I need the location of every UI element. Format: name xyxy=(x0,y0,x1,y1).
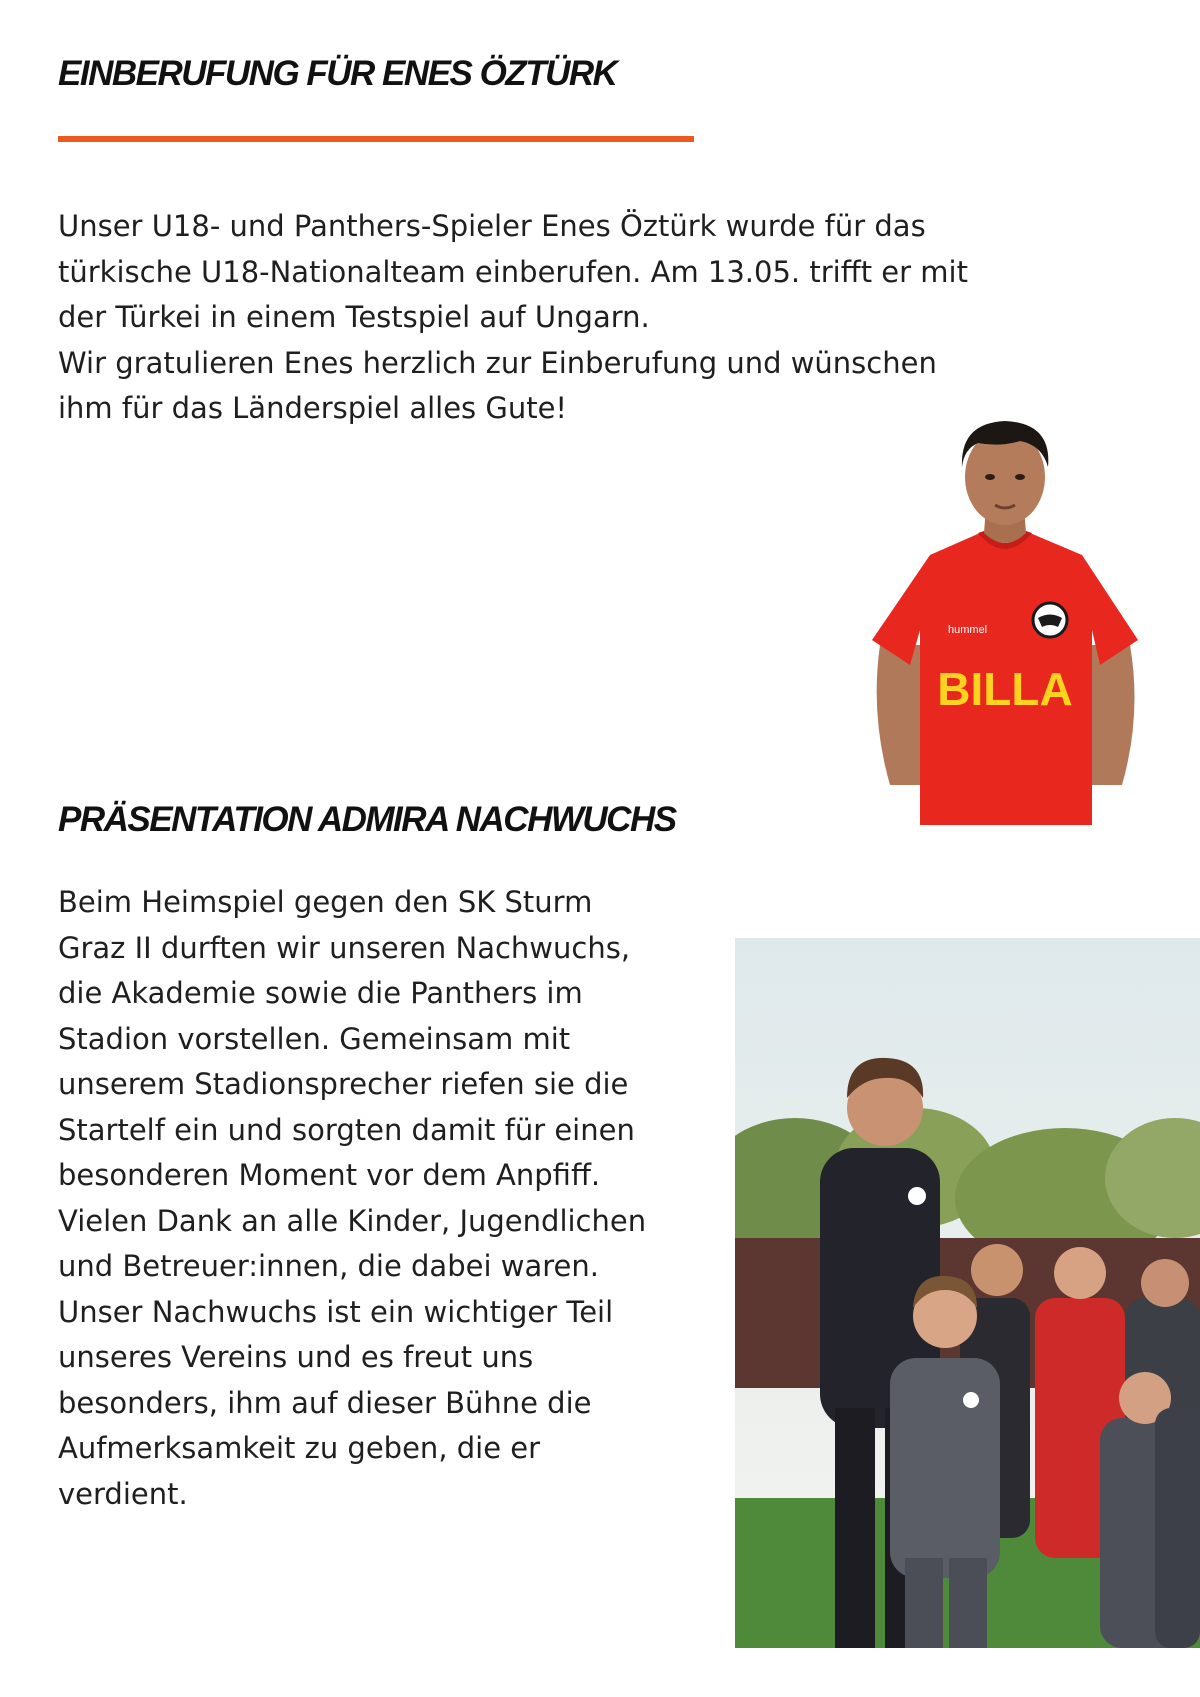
paragraph-line: unserem Stadionsprecher riefen sie die xyxy=(58,1067,629,1101)
paragraph-line: besonders, ihm auf dieser Bühne die xyxy=(58,1385,592,1420)
orange-divider xyxy=(58,136,694,142)
section-title-youth-presentation: PRÄSENTATION ADMIRA NACHWUCHS xyxy=(58,800,676,839)
paragraph-line: Beim Heimspiel gegen den SK Sturm xyxy=(58,885,593,919)
paragraph-line: Unser Nachwuchs ist ein wichtiger Teil xyxy=(58,1294,614,1329)
paragraph-line: Unser U18- und Panthers-Spieler Enes Öztürk wurde für das xyxy=(58,209,926,243)
call-up-paragraph xyxy=(58,204,968,432)
paragraph-line: verdient. xyxy=(58,1476,188,1511)
youth-team-photo xyxy=(735,938,1200,1648)
youth-presentation-paragraph xyxy=(58,880,646,1517)
paragraph-line: türkische U18-Nationalteam einberufen. Am 13.05. trifft er mit xyxy=(58,254,968,289)
jersey-sponsor-text: BILLA xyxy=(937,663,1073,715)
section-title-call-up: EINBERUFUNG FÜR ENES ÖZTÜRK xyxy=(58,54,617,93)
paragraph-line: unseres Vereins und es freut uns xyxy=(58,1340,534,1374)
paragraph-line: und Betreuer:innen, die dabei waren. xyxy=(58,1249,599,1283)
paragraph-line: ihm für das Länderspiel alles Gute! xyxy=(58,391,568,425)
paragraph-line: Aufmerksamkeit zu geben, die er xyxy=(58,1431,541,1465)
paragraph-line: Graz II durften wir unseren Nachwuchs, xyxy=(58,930,631,965)
paragraph-line: Startelf ein und sorgten damit für einen xyxy=(58,1112,635,1147)
paragraph-line: Wir gratulieren Enes herzlich zur Einberufung und wünschen xyxy=(58,345,937,380)
paragraph-line: besonderen Moment vor dem Anpfiff. xyxy=(58,1158,601,1192)
kit-brand-logo: hummel xyxy=(948,624,988,636)
paragraph-line: Stadion vorstellen. Gemeinsam mit xyxy=(58,1021,571,1056)
paragraph-line: Vielen Dank an alle Kinder, Jugendlichen xyxy=(58,1203,647,1238)
player-portrait-photo xyxy=(860,415,1150,825)
paragraph-line: die Akademie sowie die Panthers im xyxy=(58,976,583,1010)
paragraph-line: der Türkei in einem Testspiel auf Ungarn. xyxy=(58,300,650,334)
